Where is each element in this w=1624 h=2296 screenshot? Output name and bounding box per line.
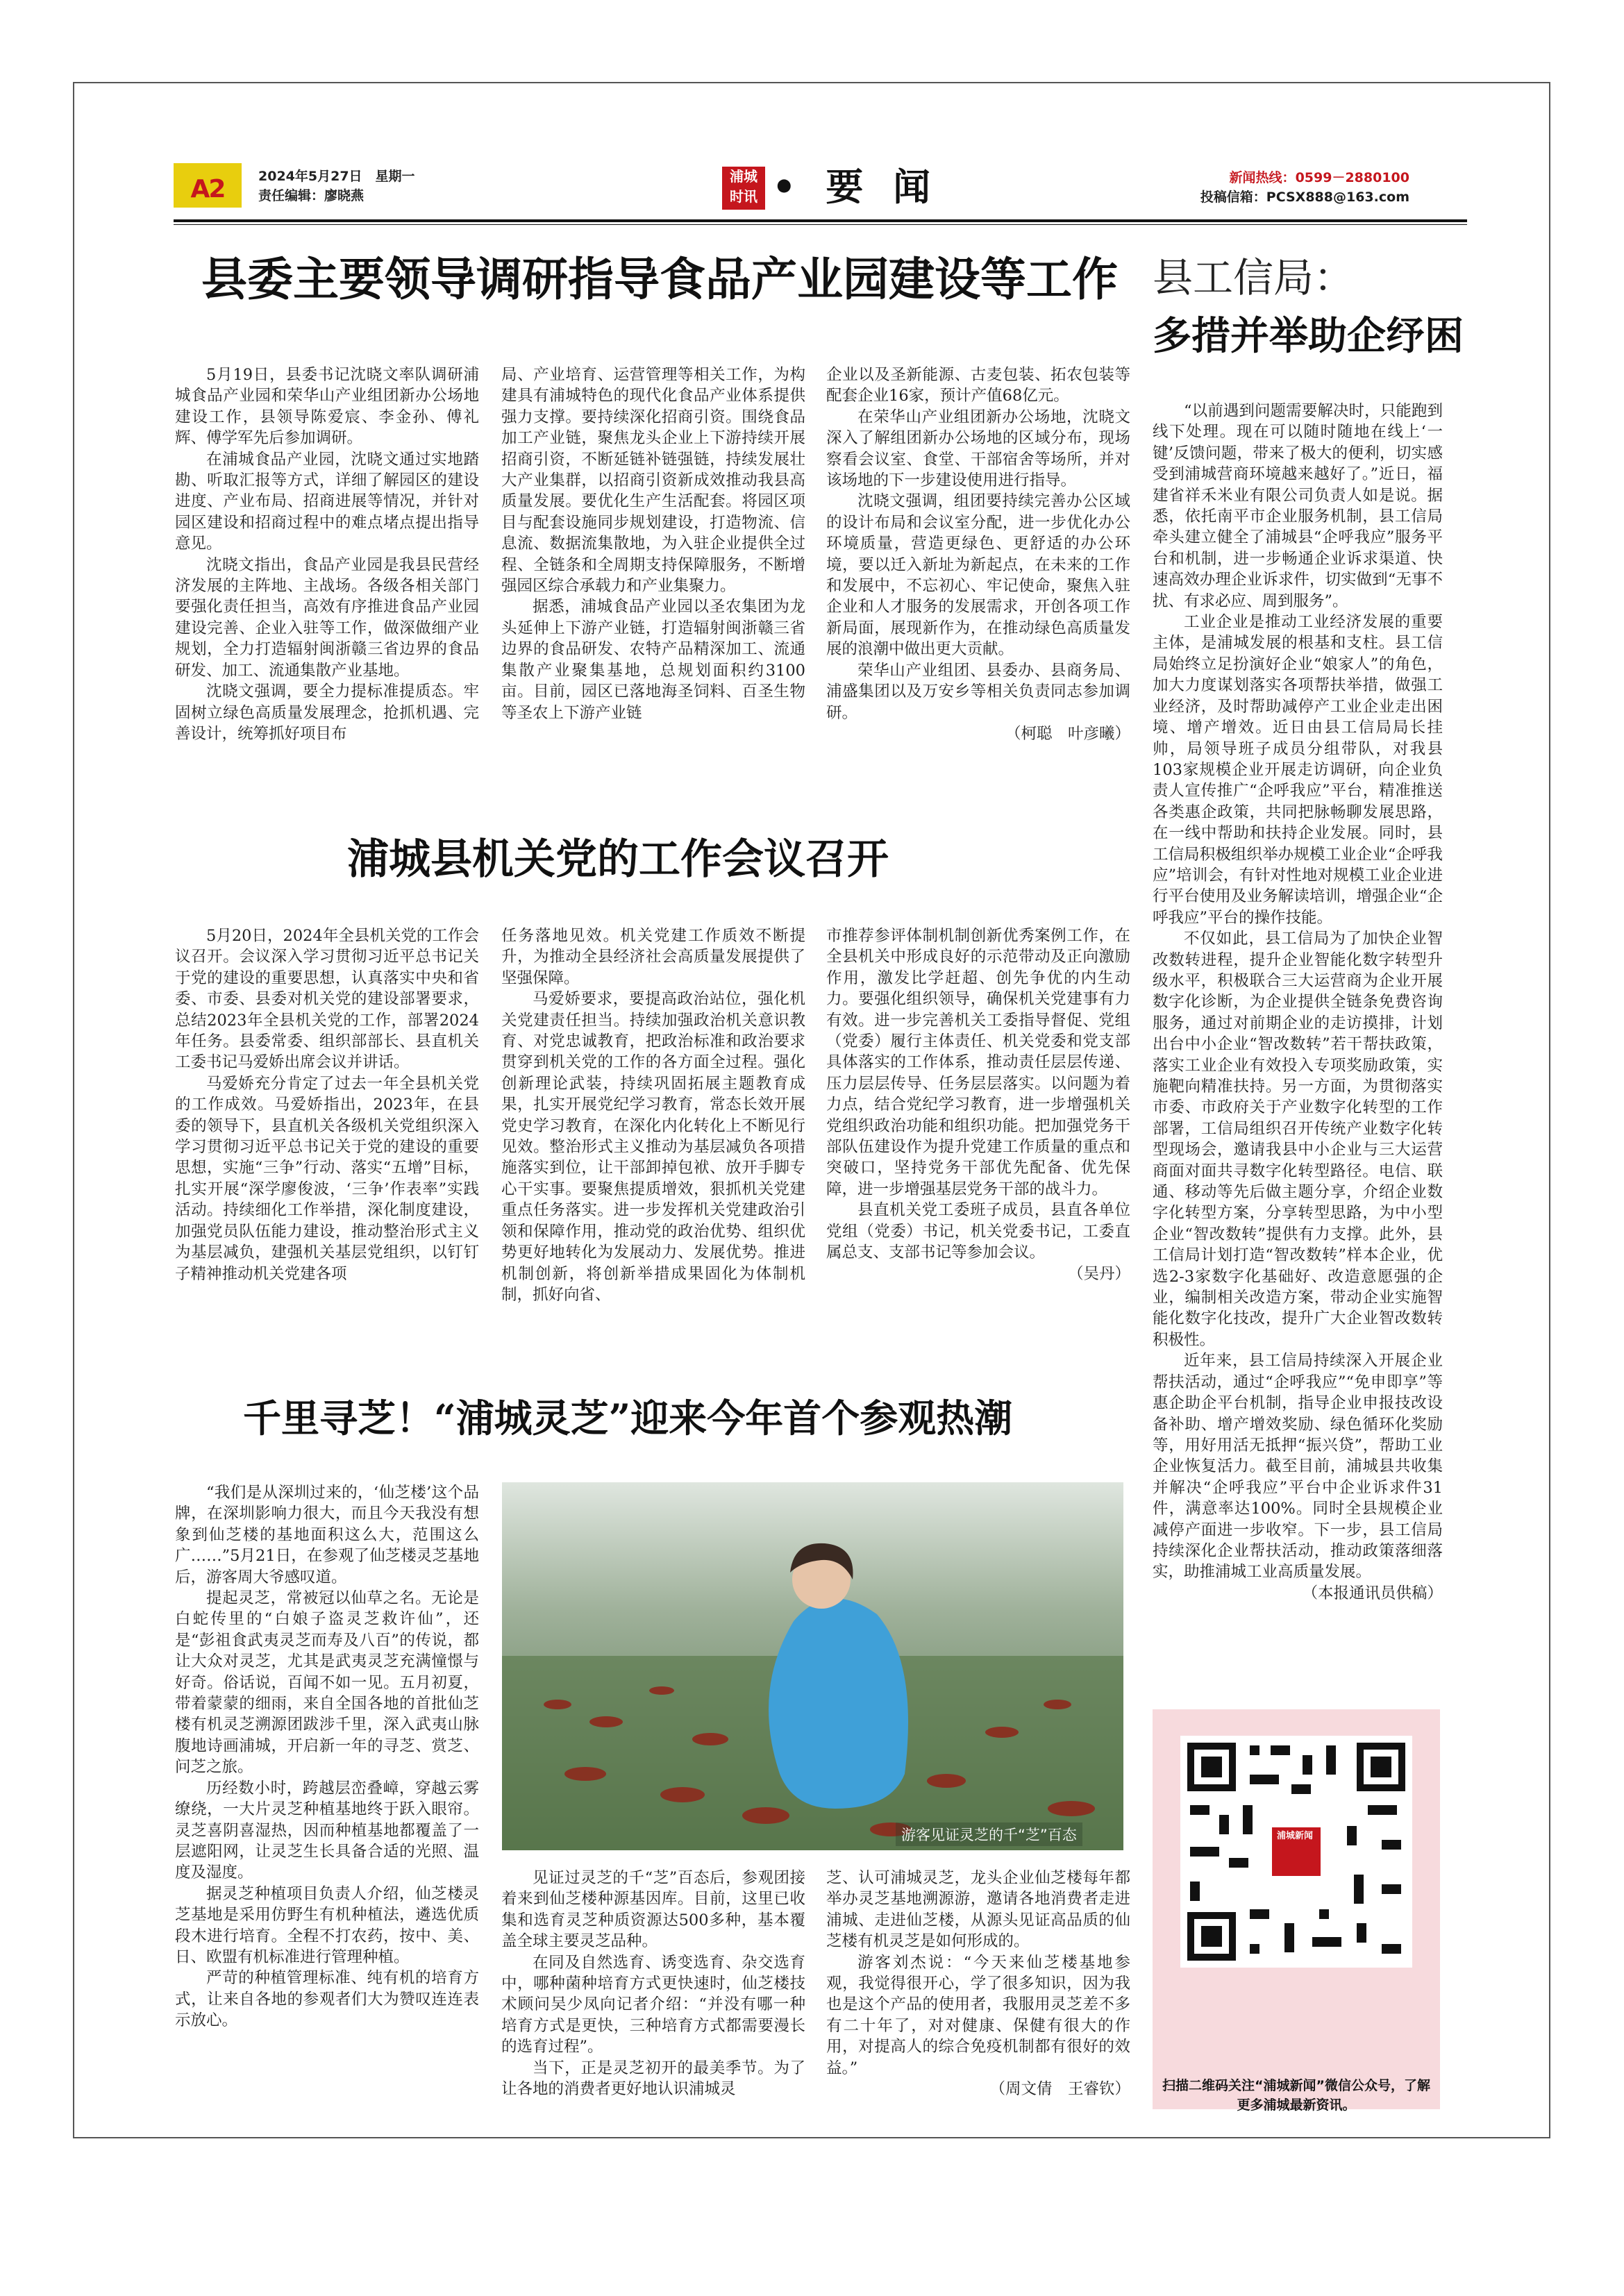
- paragraph: 荣华山产业组团、县委办、县商务局、浦盛集团以及万安乡等相关负责同志参加调研。: [826, 661, 1130, 722]
- article1-byline: （柯聪 叶彦曦）: [1005, 724, 1130, 743]
- lingzhi-photo: [502, 1482, 1123, 1850]
- article1-headline: 县委主要领导调研指导食品产业园建设等工作: [201, 253, 1118, 306]
- logo-line2: 时讯: [730, 188, 757, 205]
- paragraph: 在同及自然选育、诱变选育、杂交选育中，哪种菌种培育方式更快速时，仙芝楼技术顾问吴少凤向记者介绍：“并没有哪一种培育方式是更快，三种培育方式都需要漫长的选育过程”。: [501, 1953, 805, 2056]
- paragraph: 游客刘杰说：“今天来仙芝楼基地参观，我觉得很开心，学了很多知识，因为我也是这个产品的使用者，我服用灵芝差不多有二十年了，对对健康、保健有很大的作用，对提高人的综合免疫机制都有很好的效益。”: [826, 1953, 1130, 2077]
- logo-line1: 浦城: [730, 168, 757, 185]
- paragraph: 当下，正是灵芝初开的最美季节。为了让各地的消费者更好地认识浦城灵: [501, 2059, 805, 2099]
- page-number-badge: [174, 163, 242, 208]
- article3-col1: [175, 1482, 479, 2031]
- section-title: • 要 闻: [772, 165, 939, 209]
- paragraph: 近年来，县工信局持续深入开展企业帮扶活动，通过“企呼我应”“免申即享”等惠企助企平台机制，指导企业申报技改设备补助、增产增效奖励、绿色循环化奖励等，用好用活无抵押“振兴贷”，帮助工业企业恢复活力。截至目前，浦城县共收集并解决“企呼我应”平台中企业诉求件31件，满意率达100%。同时全县规模企业减停产面进一步收窄。下一步，县工信局持续深化企业帮扶活动，推动政策落细落实，助推浦城工业高质量发展。: [1153, 1352, 1443, 1582]
- article2-col3: [826, 925, 1130, 1284]
- article3-headline: 千里寻芝！“浦城灵芝”迎来今年首个参观热潮: [243, 1396, 1013, 1441]
- article3-byline: （周文倩 王睿钦）: [989, 2080, 1130, 2099]
- qr-caption: 扫描二维码关注“浦城新闻”微信公众号，了解更多浦城最新资讯。: [1162, 2078, 1430, 2113]
- paragraph: 局、产业培育、运营管理等相关工作，为构建具有浦城特色的现代化食品产业体系提供强力支撑。要持续深化招商引资。围绕食品加工产业链，聚焦龙头企业上下游持续开展招商引资，不断延链补链强链，持续发展壮大产业集群，以招商引资新成效推动我县高质量发展。要优化生产生活配套。将园区项目与配套设施同步规划建设，打造物流、信息流、数据流集散地，为入驻企业提供全过程、全链条和全周期支持保障服务，不断增强园区综合承载力和产业集聚力。: [501, 366, 805, 596]
- sidebar-body: [1153, 401, 1443, 1604]
- header-rule: [174, 219, 1467, 222]
- qr-code-icon: [1180, 1736, 1412, 1968]
- hotline-label: 新闻热线：: [1229, 170, 1296, 185]
- article2-col1: [175, 925, 479, 1284]
- article3-col3: [826, 1868, 1130, 2100]
- paragraph: “以前遇到问题需要解决时，只能跑到线下处理。现在可以随时随地在线上‘一键’反馈问题，带来了极大的便利，切实感受到浦城营商环境越来越好了。”近日，福建省祥禾米业有限公司负责人如是说。据悉，依托南平市企业服务机制，县工信局牵头建立健全了浦城县“企呼我应”服务平台和机制，进一步畅通企业诉求渠道、快速高效办理企业诉求件，切实做到“无事不扰、有求必应、周到服务”。: [1153, 402, 1443, 610]
- paragraph: 马爱娇充分肯定了过去一年全县机关党的工作成效。马爱娇指出，2023年，在县委的领导下，县直机关各级机关党组织深入学习贯彻习近平总书记关于党的建设的重要思想，实施“三争”行动、落实“五增”目标，扎实开展“深学廖俊波，‘三争’作表率”实践活动。持续细化工作举措，深化制度建设，加强党员队伍能力建设，推动整治形式主义为基层减负，建强机关基层党组织，以钉钉子精神推动机关党建各项: [175, 1074, 479, 1283]
- paragraph: 沈晓文指出，食品产业园是我县民营经济发展的主阵地、主战场。各级各相关部门要强化责任担当，高效有序推进食品产业园建设完善、企业入驻等工作，做深做细产业规划，全力打造辐射闽浙赣三省边界的食品研发、加工、流通集散产业基地。: [175, 555, 479, 680]
- paragraph: 工业企业是推动工业经济发展的重要主体，是浦城发展的根基和支柱。县工信局始终立足扮演好企业“娘家人”的角色，加大力度谋划落实各项帮扶举措，做强工业经济，及时帮助减停产工业企业走出困境、增产增效。近日由县工信局局长挂帅，局领导班子成员分组带队，对我县103家规模企业开展走访调研，向企业负责人宣传推广“企呼我应”平台，精准推送各类惠企政策，共同把脉畅聊发展思路，在一线中帮助和扶持企业发展。同时，县工信局积极组织举办规模工业企业“企呼我应”培训会，有针对性地对规模工业企业进行平台使用及业务解读培训，增强企业“企呼我应”平台的操作技能。: [1153, 613, 1443, 927]
- issue-date: 2024年5月27日 星期一: [258, 169, 415, 184]
- paragraph: 见证过灵芝的千“芝”百态后，参观团接着来到仙芝楼种源基因库。目前，这里已收集和选育灵芝种质资源达500多种，基本覆盖全球主要灵芝品种。: [501, 1869, 805, 1951]
- article1-col2: [501, 364, 805, 723]
- photo-illustration: [502, 1482, 1123, 1850]
- paragraph: “我们是从深圳过来的，‘仙芝楼’这个品牌，在深圳影响力很大，而且今天我没有想象到仙芝楼的基地面积这么大，范围这么广……”5月21日，在参观了仙芝楼灵芝基地后，游客周大爷感叹道。: [175, 1484, 479, 1586]
- header-meta: [258, 167, 415, 206]
- paragraph: 提起灵芝，常被冠以仙草之名。无论是白蛇传里的“白娘子盗灵芝救许仙”，还是“彭祖食武夷灵芝而寿及八百”的传说，都让大众对灵芝，尤其是武夷灵芝充满憧憬与好奇。俗话说，百闻不如一见。五月初夏，带着蒙蒙的细雨，来自全国各地的首批仙芝楼有机灵芝溯源团跋涉千里，深入武夷山脉腹地诗画浦城，开启新一年的寻芝、赏芝、问芝之旅。: [175, 1589, 479, 1777]
- section-name: 要 闻: [826, 165, 939, 209]
- paragraph: 据灵芝种植项目负责人介绍，仙芝楼灵芝基地是采用仿野生有机种植法，遴选优质段木进行培育。全程不打农药，按中、美、日、欧盟有机标准进行管理种植。: [175, 1884, 479, 1966]
- article1-col1: [175, 364, 479, 744]
- responsible-editor: 责任编辑：廖晓燕: [258, 188, 365, 203]
- page-letter: A: [190, 175, 209, 203]
- paragraph: 严苛的种植管理标准、纯有机的培育方式，让来自各地的参观者们大为赞叹连连表示放心。: [175, 1969, 479, 2030]
- paragraph: 任务落地见效。机关党建工作质效不断提升，为推动全县经济社会高质量发展提供了坚强保障。: [501, 927, 805, 987]
- hotline-number[interactable]: 0599－2880100: [1295, 170, 1409, 185]
- sidebar-headline-line2: 多措并举助企纾困: [1153, 314, 1464, 359]
- paragraph: 沈晓文强调，组团要持续完善办公区域的设计布局和会议室分配，进一步优化办公环境质量，营造更绿色、更舒适的办公环境，要以迁入新址为新起点，在未来的工作和发展中，不忘初心、牢记使命，聚焦入驻企业和人才服务的发展需求，开创各项工作新局面，展现新作为，在推动绿色高质量发展的浪潮中做出更大贡献。: [826, 492, 1130, 659]
- paragraph: 沈晓文强调，要全力提标准提质态。牢固树立绿色高质量发展理念，抢抓机遇、完善设计，统筹抓好项目布: [175, 682, 479, 743]
- paragraph: 企业以及圣新能源、古麦包装、拓农包装等配套企业16家，预计产值68亿元。: [826, 366, 1130, 405]
- article2-col2: [501, 925, 805, 1305]
- paragraph: 据悉，浦城食品产业园以圣农集团为龙头延伸上下游产业链，打造辐射闽浙赣三省边界的食品研发、农特产品精深加工、流通集散产业聚集基地，总规划面积约3100亩。目前，园区已落地海圣饲料、百圣生物等圣农上下游产业链: [501, 598, 805, 722]
- paragraph: 县直机关党工委班子成员，县直各单位党组（党委）书记，机关党委书记，工委直属总支、支部书记等参加会议。: [826, 1201, 1130, 1262]
- photo-caption: 游客见证灵芝的千“芝”百态: [896, 1822, 1082, 1846]
- article3-col2: [501, 1868, 805, 2100]
- qr-logo-text: 浦城新闻: [1276, 1831, 1313, 1841]
- sidebar-byline: （本报通讯员供稿）: [1302, 1584, 1443, 1602]
- paragraph: 5月19日，县委书记沈晓文率队调研浦城食品产业园和荣华山产业组团新办公场地建设工作，县领导陈爱宸、李金孙、傅礼辉、傅学军先后参加调研。: [175, 366, 479, 448]
- puchengshixun-logo: [722, 167, 765, 210]
- paragraph: 历经数小时，跨越层峦叠嶂，穿越云雾缭绕，一大片灵芝种植基地终于跃入眼帘。灵芝喜阴喜湿热，因而种植基地都覆盖了一层遮阳网，让灵芝生长具备合适的光照、温度及湿度。: [175, 1779, 479, 1882]
- article2-byline: （吴丹）: [1067, 1264, 1130, 1283]
- paragraph: 在浦城食品产业园，沈晓文通过实地踏勘、听取汇报等方式，详细了解园区的建设进度、产业布局、招商进展等情况，并针对园区建设和招商过程中的难点堵点提出指导意见。: [175, 450, 479, 553]
- contact-info: [1166, 168, 1409, 207]
- paragraph: 马爱娇要求，要提高政治站位，强化机关党建责任担当。持续加强政治机关意识教育、对党忠诚教育，把政治标准和政治要求贯穿到机关党的工作的各方面全过程。强化创新理论武装，持续巩固拓展主题教育成果，扎实开展党纪学习教育，常态长效开展党史学习教育，在深化内化转化上不断见行见效。整治形式主义推动为基层减负各项措施落实到位，让干部卸掉包袱、放开手脚专心干实事。要聚焦提质增效，狠抓机关党建重点任务落实。进一步发挥机关党建政治引领和保障作用，推动党的政治优势、组织优势更好地转化为发展动力、发展优势。推进机制创新，将创新举措成果固化为体制机制，抓好向省、: [501, 990, 805, 1304]
- paragraph: 芝、认可浦城灵芝，龙头企业仙芝楼每年都举办灵芝基地溯源游，邀请各地消费者走进浦城、走进仙芝楼，从源头见证高品质的仙芝楼有机灵芝是如何形成的。: [826, 1869, 1130, 1951]
- paragraph: 5月20日，2024年全县机关党的工作会议召开。会议深入学习贯彻习近平总书记关于党的建设的重要思想，认真落实中央和省委、市委、县委对机关党的建设部署要求，总结2023年全县机关党的工作，部署2024年任务。县委常委、组织部部长、县直机关工委书记马爱娇出席会议并讲话。: [175, 927, 479, 1072]
- paragraph: 市推荐参评体制机制创新优秀案例工作，在全县机关中形成良好的示范带动及正向激励作用，激发比学赶超、创先争优的内生动力。要强化组织领导，确保机关党建事有力有效。进一步完善机关工委指导督促、党组（党委）履行主体责任、机关党委和党支部具体落实的工作体系，推动责任层层传递、压力层层传导、任务层层落实。以问题为着力点，结合党纪学习教育，进一步增强机关党组织政治功能和组织功能。把加强党务干部队伍建设作为提升党建工作质量的重点和突破口，坚持党务干部优先配备、优先保障，进一步增强基层党务干部的战斗力。: [826, 927, 1130, 1198]
- email-address[interactable]: PCSX888@163.com: [1266, 190, 1409, 205]
- header-rule-thin: [174, 224, 1467, 225]
- sidebar-headline-line1: 县工信局：: [1153, 254, 1355, 301]
- paragraph: 不仅如此，县工信局为了加快企业智改数转进程，提升企业智能化数字转型升级水平，积极联合三大运营商为企业开展数字化诊断，为企业提供全链条免费咨询服务，通过对前期企业的走访摸排，计划出台中小企业“智改数转”若干帮扶政策，落实工业企业有效投入专项奖励政策，实施靶向精准扶持。另一方面，为贯彻落实市委、市政府关于产业数字化转型的工作部署，工信局组织召开传统产业数字化转型现场会，邀请我县中小企业与三大运营商面对面共寻数字化转型路径。电信、联通、移动等先后做主题分享，介绍企业数字化转型方案，分享转型思路，为中小型企业“智改数转”提供有力支撑。此外，县工信局计划打造“智改数转”样本企业，优选2-3家数字化基础好、改造意愿强的企业，编制相关改造方案，带动企业实施智能化数字化技改，提升广大企业智改数转积极性。: [1153, 930, 1443, 1349]
- paragraph: 在荣华山产业组团新办公场地，沈晓文深入了解组团新办公场地的区域分布，现场察看会议室、食堂、干部宿舍等场所，并对该场地的下一步建设使用进行指导。: [826, 408, 1130, 490]
- article1-col3: [826, 364, 1130, 744]
- email-label: 投稿信箱：: [1200, 190, 1266, 205]
- article2-headline: 浦城县机关党的工作会议召开: [347, 835, 889, 884]
- page-digit: 2: [208, 175, 225, 203]
- qr-code[interactable]: [1180, 1736, 1412, 1968]
